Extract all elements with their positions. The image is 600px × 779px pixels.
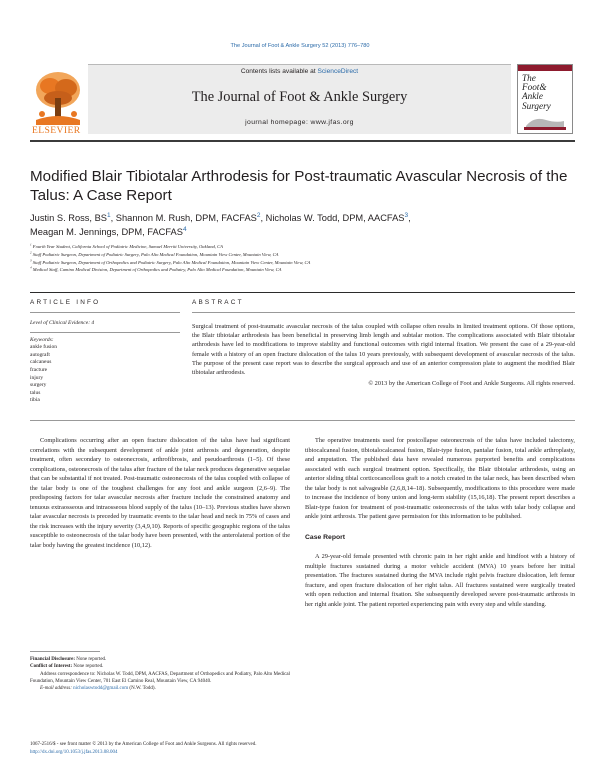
publisher-wordmark: ELSEVIER: [32, 125, 81, 136]
info-sub-rule: [30, 312, 180, 313]
author-separator: ,: [110, 213, 116, 223]
intro-paragraph: Complications occurring after an open fracture dislocation of the talus have had significant correlations with the subsequent development of ankle joint arthrosis and degeneration, despite treatment, often secondary to osteonecrosis, arthrofibrosis, and pseudoarthrosis (1–5). Of these complications, osteonecrosis of the talus after fracture of the talar neck produces degenerative sequelae that can be substantial if not treated. Post-traumatic osteonecrosis of the talus coupled with collapse of the talar body is one of the toughest challenges for any foot and ankle surgeon (2,6–9). The predisposing factors for talar avascular necrosis after fracture include the constrained anatomy and tenuous extraosseous and intraosseous blood supply of the talus (10–13). Previous studies have shown talar avascular necrosis is preceded by traumatic events to the talar head and neck in 75% of cases and the risk increases with the injury severity (3,4,9,10). Reports of specific geographic regions of the talus susceptible to osteonecrosis of the talar body have been presented, with the anterolateral portion of the talar body having the greatest incidence (10,12).: [30, 437, 290, 549]
elsevier-logo-icon: [30, 68, 86, 128]
financial-label: Financial Disclosure:: [30, 657, 76, 662]
article-info: [30, 320, 180, 405]
conflict-text: None reported.: [73, 664, 104, 670]
issn-line: 1067-2516/$ - see front matter © 2013 by the American College of Foot and Ankle Surgeons. All rights reserved.: [30, 742, 257, 747]
abstract-heading: ABSTRACT: [192, 299, 244, 306]
keyword[interactable]: calcaneus: [30, 359, 52, 366]
journal-cover: [517, 64, 573, 134]
treatment-paragraph: The operative treatments used for postcollapse osteonecrosis of the talus have included talectomy, tibiocalcaneal fusion, tibiotalocalcaneal fusion, Blair-type fusion, pantalar fusion, total ankle arthroplasty, and amputation. The published data have revealed numerous purported benefits and complications associated with each surgical treatment option. Specifically, the Blair tibiotalar arthrodesis, using an anterior sliding tibial corticocancellous graft to a notch created in the talar neck, has been described when the talar body is not salvageable (2,6,8,14–18). Subsequently, modifications to this procedure were made to increase the incidence of bony union and long-term stability (15,16,18). The present report describes a Blair-type fusion for treatment of post-traumatic osteonecrosis of the talus with talar body collapse and ankle joint arthrosis. The patient gave permission for this information to be published.: [305, 437, 575, 520]
abstract-sub-rule: [192, 312, 575, 313]
homepage-link[interactable]: www.jfas.org: [310, 119, 354, 126]
author-affiliation-ref[interactable]: 3: [404, 211, 409, 219]
affiliation: $^1$ Fourth Year Student, California School of Podiatric Medicine, Samuel Merritt University, Oakland, CA: [30, 242, 223, 249]
conflict-label: Conflict of Interest:: [30, 664, 73, 670]
author: Justin S. Ross, BS: [30, 213, 107, 223]
case-paragraph: A 29-year-old female presented with chronic pain in her right ankle and hindfoot with a history of multiple fractures sustained during a motor vehicle accident (MVA) 10 years before her initial presentation. The fractures sustained during the MVA include right pelvis fracture dislocation, left femur fracture, and open fracture dislocation of her right talus. All fractures sustained were surgically treated with open reduction and internal fixation. She subsequently developed severe post-traumatic arthrosis in her right ankle joint. The patient reported experiencing pain with every step and while standing.: [305, 553, 575, 608]
affiliation: $^3$ Staff Podiatric Surgeon, Department of Orthopedics and Podiatric Surgery, Palo Alto Medical Foundation, Mountain View Center, Mountain View, CA: [30, 258, 311, 265]
email-link[interactable]: nicholaswtodd@gmail.com: [73, 686, 129, 692]
cover-band: [518, 65, 572, 71]
article-title: Modified Blair Tibiotalar Arthrodesis for Post-traumatic Avascular Necrosis of the Talus: A Case Report: [30, 168, 568, 204]
journal-header: [30, 64, 575, 136]
doi-link[interactable]: http://dx.doi.org/10.1053/j.jfas.2013.08.004: [30, 750, 118, 755]
affiliation: $^4$ Medical Staff, Camino Medical Division, Department of Orthopedics and Podiatry, Palo Alto Medical Foundation, Mountain View, CA: [30, 265, 282, 273]
author-affiliation-ref[interactable]: 1: [107, 211, 111, 219]
keyword[interactable]: autograft: [30, 351, 50, 358]
email-suffix: (N.W. Todd).: [129, 686, 156, 692]
sciencedirect-link[interactable]: ScienceDirect: [317, 68, 359, 75]
journal-citation: The Journal of Foot & Ankle Surgery 52 (2013) 776–780: [230, 43, 370, 49]
contents-line: [88, 68, 511, 75]
body-right-column: [305, 436, 575, 609]
keyword[interactable]: talus: [30, 389, 41, 396]
affiliation-list: [30, 243, 575, 274]
body-left-column: [30, 436, 290, 550]
article-info-heading: ARTICLE INFO: [30, 299, 101, 306]
financial-text: None reported.: [76, 657, 107, 662]
abstract-copyright: © 2013 by the American College of Foot and Ankle Surgeons. All rights reserved.: [368, 380, 575, 388]
author-list: [30, 212, 575, 239]
cover-title: The Foot& Ankle Surgery: [522, 73, 551, 111]
cover-foot-icon: [524, 112, 566, 130]
keyword[interactable]: ankle fusion: [30, 344, 58, 351]
author: Shannon M. Rush, DPM, FACFAS: [115, 213, 257, 223]
contents-prefix: Contents lists available at: [240, 68, 318, 75]
abstract-text: [192, 322, 575, 388]
header-rule: [30, 140, 575, 142]
keyword[interactable]: fracture: [30, 366, 48, 373]
journal-title: The Journal of Foot & Ankle Surgery: [191, 89, 408, 105]
keyword[interactable]: surgery: [30, 382, 47, 389]
email-label: E-mail address:: [40, 686, 72, 692]
abstract-bottom-rule: [30, 420, 575, 421]
author-affiliation-ref[interactable]: 2: [256, 211, 261, 219]
keyword[interactable]: injury: [30, 374, 44, 381]
evidence-level: Level of Clinical Evidence: 4: [30, 320, 95, 326]
homepage-prefix: journal homepage:: [245, 119, 311, 126]
footnote-rule: [30, 651, 100, 652]
author-separator: ,: [408, 213, 411, 223]
evidence-divider: [30, 332, 180, 333]
author-separator: ,: [260, 213, 266, 223]
case-report-heading: Case Report: [305, 533, 346, 541]
keywords-label: Keywords:: [30, 336, 54, 343]
info-top-rule: [30, 292, 575, 293]
author-affiliation-ref[interactable]: 4: [182, 225, 187, 233]
author: Meagan M. Jennings, DPM, FACFAS: [30, 226, 183, 237]
keyword[interactable]: tibia: [30, 397, 40, 404]
affiliation: $^2$ Staff Podiatric Surgeon, Department of Podiatric Surgery, Palo Alto Medical Foundation, Mountain View Center, Mountain View, CA: [30, 250, 279, 257]
author: Nicholas W. Todd, DPM, AACFAS: [265, 213, 405, 223]
abstract-body: Surgical treatment of post-traumatic avascular necrosis of the talus coupled with collapse often results in limited treatment options. Of those options, the Blair tibiotalar arthrodesis has been beneficial in preserving limb length and subtalar motion. The complications associated with Blair tibiotalar arthrodesis have led to modifications to improve stability and functional outcomes with rigid internal fixation. We present the case of a 29-year-old female with a history of an open fracture dislocation of the talus 10 years previously, with subsequent development of avascular necrosis of the talus. The purpose of the present case report was to describe the surgical approach and use of an anterior compression plate to augment the modified Blair tibiotalar arthrodesis.: [192, 323, 575, 377]
footnotes: [30, 656, 290, 692]
correspondence-address: Address correspondence to: Nicholas W. Todd, DPM, AACFAS, Department of Orthopedics and Podiatry, Palo Alto Medical Foundation, Mountain View Center, 701 East El Camino Real, Mountain View, CA 94040.: [30, 671, 290, 684]
journal-homepage: [88, 119, 511, 126]
